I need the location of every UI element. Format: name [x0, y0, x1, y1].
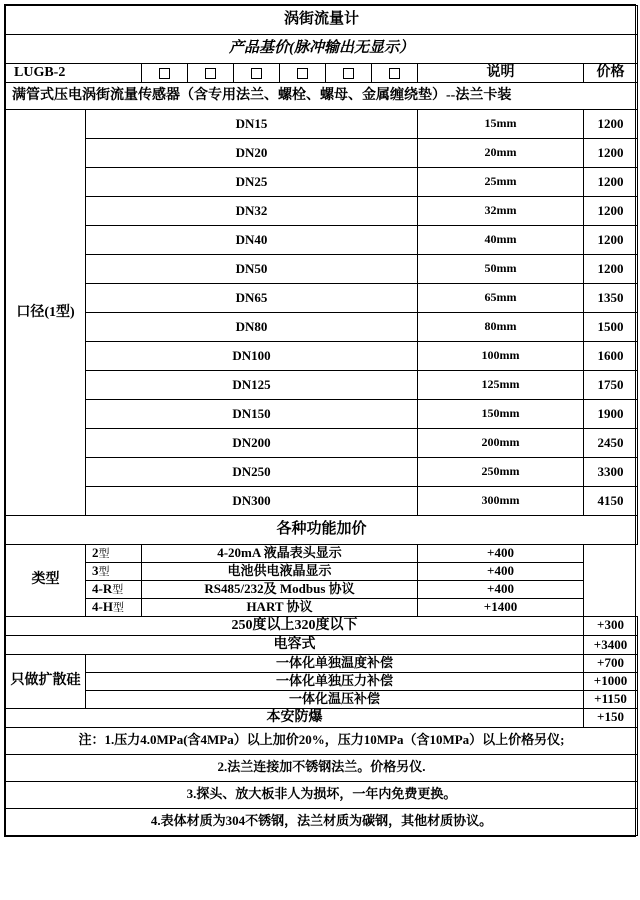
price-table: [5, 5, 638, 836]
page-title: 涡街流量计: [6, 6, 638, 35]
caliber-size: 250mm: [418, 458, 584, 487]
caliber-dn: DN32: [86, 197, 418, 226]
type-code: [86, 598, 142, 616]
caliber-dn: DN15: [86, 110, 418, 139]
caliber-price: 1200: [584, 168, 638, 197]
caliber-size: 25mm: [418, 168, 584, 197]
caliber-dn: DN300: [86, 487, 418, 516]
note-line: 2.法兰连接加不锈钢法兰。价格另仪.: [6, 754, 638, 781]
temperature-row-price: +300: [584, 616, 638, 635]
caliber-dn: DN40: [86, 226, 418, 255]
type-code-value: 2: [92, 545, 99, 561]
type-code-value: 3: [92, 563, 99, 579]
type-desc: HART 协议: [142, 598, 418, 616]
type-code-value: 4-H: [92, 598, 113, 614]
checkbox-icon: [205, 68, 216, 79]
checkbox-6[interactable]: [372, 64, 418, 83]
checkbox-icon: [389, 68, 400, 79]
section-functions: 各种功能加价: [6, 516, 638, 545]
diffusion-price: +700: [584, 655, 638, 673]
type-price: +400: [418, 563, 584, 581]
type-code: [86, 545, 142, 563]
subtitle: 产品基价(脉冲输出无显示）: [6, 35, 638, 64]
diffusion-desc: 一体化温压补偿: [86, 690, 584, 708]
price-sheet: [4, 4, 636, 837]
caliber-size: 100mm: [418, 342, 584, 371]
col-header-price: 价格: [584, 64, 638, 83]
type-code-suffix: 型: [98, 566, 110, 579]
diffusion-desc: 一体化单独温度补偿: [86, 655, 584, 673]
col-header-description: 说明: [418, 64, 584, 83]
note-line: 4.表体材质为304不锈钢，法兰材质为碳钢，其他材质协议。: [6, 808, 638, 835]
note-line: 注：1.压力4.0MPa(含4MPa）以上加价20%，压力10MPa（含10MPa）以上价格另仪;: [6, 727, 638, 754]
caliber-dn: DN150: [86, 400, 418, 429]
checkbox-icon: [159, 68, 170, 79]
type-desc: RS485/232及 Modbus 协议: [142, 580, 418, 598]
caliber-price: 1200: [584, 139, 638, 168]
safety-row-desc: 本安防爆: [6, 708, 584, 727]
caliber-size: 32mm: [418, 197, 584, 226]
caliber-price: 1500: [584, 313, 638, 342]
caliber-price: 2450: [584, 429, 638, 458]
type-label: 类型: [6, 545, 86, 617]
caliber-price: 4150: [584, 487, 638, 516]
caliber-dn: DN50: [86, 255, 418, 284]
type-price: +1400: [418, 598, 584, 616]
type-code: [86, 580, 142, 598]
capacitive-row-desc: 电容式: [6, 635, 584, 654]
type-price: +400: [418, 545, 584, 563]
caliber-price: 3300: [584, 458, 638, 487]
caliber-price: 1350: [584, 284, 638, 313]
caliber-price: 1900: [584, 400, 638, 429]
type-code: [86, 563, 142, 581]
caliber-dn: DN80: [86, 313, 418, 342]
caliber-price: 1600: [584, 342, 638, 371]
model-code: LUGB-2: [6, 64, 142, 83]
caliber-size: 50mm: [418, 255, 584, 284]
capacitive-row-price: +3400: [584, 635, 638, 654]
caliber-size: 65mm: [418, 284, 584, 313]
type-code-value: 4-R: [92, 580, 113, 596]
caliber-dn: DN65: [86, 284, 418, 313]
checkbox-icon: [251, 68, 262, 79]
caliber-size: 80mm: [418, 313, 584, 342]
caliber-price: 1200: [584, 197, 638, 226]
product-line: 满管式压电涡街流量传感器（含专用法兰、螺栓、螺母、金属缠绕垫）--法兰卡装: [6, 83, 638, 110]
checkbox-2[interactable]: [188, 64, 234, 83]
caliber-price: 1200: [584, 255, 638, 284]
caliber-dn: DN200: [86, 429, 418, 458]
type-code-suffix: 型: [112, 601, 124, 614]
caliber-size: 20mm: [418, 139, 584, 168]
checkbox-icon: [343, 68, 354, 79]
note-line: 3.探头、放大板非人为损坏，一年内免费更换。: [6, 781, 638, 808]
caliber-dn: DN25: [86, 168, 418, 197]
caliber-price: 1200: [584, 110, 638, 139]
caliber-price: 1750: [584, 371, 638, 400]
type-desc: 4-20mA 液晶表头显示: [142, 545, 418, 563]
caliber-size: 40mm: [418, 226, 584, 255]
caliber-size: 200mm: [418, 429, 584, 458]
caliber-price: 1200: [584, 226, 638, 255]
checkbox-1[interactable]: [142, 64, 188, 83]
diffusion-desc: 一体化单独压力补偿: [86, 672, 584, 690]
caliber-dn: DN100: [86, 342, 418, 371]
type-desc: 电池供电液晶显示: [142, 563, 418, 581]
caliber-dn: DN250: [86, 458, 418, 487]
checkbox-4[interactable]: [280, 64, 326, 83]
checkbox-3[interactable]: [234, 64, 280, 83]
caliber-dn: DN125: [86, 371, 418, 400]
type-price: +400: [418, 580, 584, 598]
caliber-size: 125mm: [418, 371, 584, 400]
checkbox-5[interactable]: [326, 64, 372, 83]
diffusion-price: +1150: [584, 690, 638, 708]
type-code-suffix: 型: [112, 583, 124, 596]
diffusion-price: +1000: [584, 672, 638, 690]
caliber-dn: DN20: [86, 139, 418, 168]
diffusion-label: 只做扩散硅: [6, 655, 86, 709]
caliber-size: 300mm: [418, 487, 584, 516]
caliber-size: 150mm: [418, 400, 584, 429]
caliber-label: 口径(1型): [6, 110, 86, 516]
safety-row-price: +150: [584, 708, 638, 727]
temperature-row-desc: 250度以上320度以下: [6, 616, 584, 635]
checkbox-icon: [297, 68, 308, 79]
caliber-size: 15mm: [418, 110, 584, 139]
type-code-suffix: 型: [98, 548, 110, 561]
